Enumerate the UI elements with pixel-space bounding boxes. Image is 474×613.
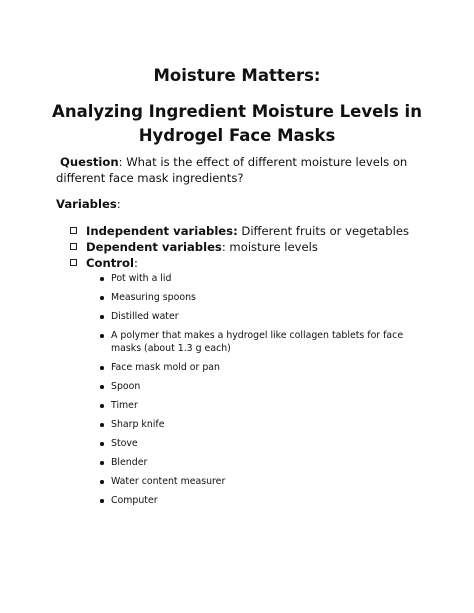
list-item xyxy=(100,456,410,469)
list-item xyxy=(100,380,410,393)
variables-label: Variables xyxy=(56,197,117,211)
bullet-icon xyxy=(100,366,104,370)
checklist-item-label: Dependent variables xyxy=(86,240,222,254)
variables-checklist xyxy=(70,223,409,271)
checklist-item-label: Independent variables: xyxy=(86,224,238,238)
checklist-item-text: : xyxy=(133,256,138,270)
list-item-text: Blender xyxy=(111,457,148,468)
bullet-icon xyxy=(100,296,104,300)
bullet-icon xyxy=(100,404,104,408)
list-item xyxy=(100,361,410,374)
list-item xyxy=(100,310,410,323)
variables-colon: : xyxy=(116,197,121,211)
bullet-icon xyxy=(100,385,104,389)
variables-heading xyxy=(56,196,121,212)
list-item-text: Stove xyxy=(111,438,138,449)
bullet-icon xyxy=(100,277,104,281)
bullet-icon xyxy=(100,442,104,446)
list-item-text: Computer xyxy=(111,495,158,506)
list-item-text: Measuring spoons xyxy=(111,292,196,303)
question-paragraph xyxy=(56,154,436,186)
list-item xyxy=(100,494,410,507)
bullet-icon xyxy=(100,315,104,319)
list-item xyxy=(100,475,410,488)
list-item xyxy=(100,291,410,304)
bullet-icon xyxy=(100,480,104,484)
list-item xyxy=(100,437,410,450)
bullet-icon xyxy=(100,461,104,465)
checklist-item-text: : moisture levels xyxy=(221,240,318,254)
list-item-text: A polymer that makes a hydrogel like collagen tablets for face masks (about 1.3 g each) xyxy=(111,330,404,354)
list-item xyxy=(100,418,410,431)
bullet-icon xyxy=(100,423,104,427)
list-item-text: Face mask mold or pan xyxy=(111,362,220,373)
list-item-text: Water content measurer xyxy=(111,476,226,487)
list-item xyxy=(100,329,410,355)
checklist-item-label: Control xyxy=(86,256,134,270)
checkbox-icon[interactable] xyxy=(70,243,77,250)
list-item-text: Sharp knife xyxy=(111,419,165,430)
control-items-list xyxy=(100,272,410,513)
list-item xyxy=(100,399,410,412)
list-item-text: Distilled water xyxy=(111,311,179,322)
bullet-icon xyxy=(100,499,104,503)
document-subtitle: Analyzing Ingredient Moisture Levels in Hydrogel Face Masks xyxy=(52,102,422,145)
checkbox-icon[interactable] xyxy=(70,259,77,266)
list-item xyxy=(100,272,410,285)
checkbox-icon[interactable] xyxy=(70,227,77,234)
checklist-item-control xyxy=(70,255,409,271)
question-label: Question xyxy=(60,155,119,169)
checklist-item-text: Different fruits or vegetables xyxy=(237,224,410,238)
list-item-text: Timer xyxy=(111,400,138,411)
document-title: Moisture Matters: xyxy=(153,66,321,85)
checklist-item-independent xyxy=(70,223,409,239)
question-text: : What is the effect of different moisture levels on different face mask ingredients? xyxy=(56,155,408,185)
list-item-text: Spoon xyxy=(111,381,141,392)
checklist-item-dependent xyxy=(70,239,409,255)
list-item-text: Pot with a lid xyxy=(111,273,172,284)
bullet-icon xyxy=(100,334,104,338)
